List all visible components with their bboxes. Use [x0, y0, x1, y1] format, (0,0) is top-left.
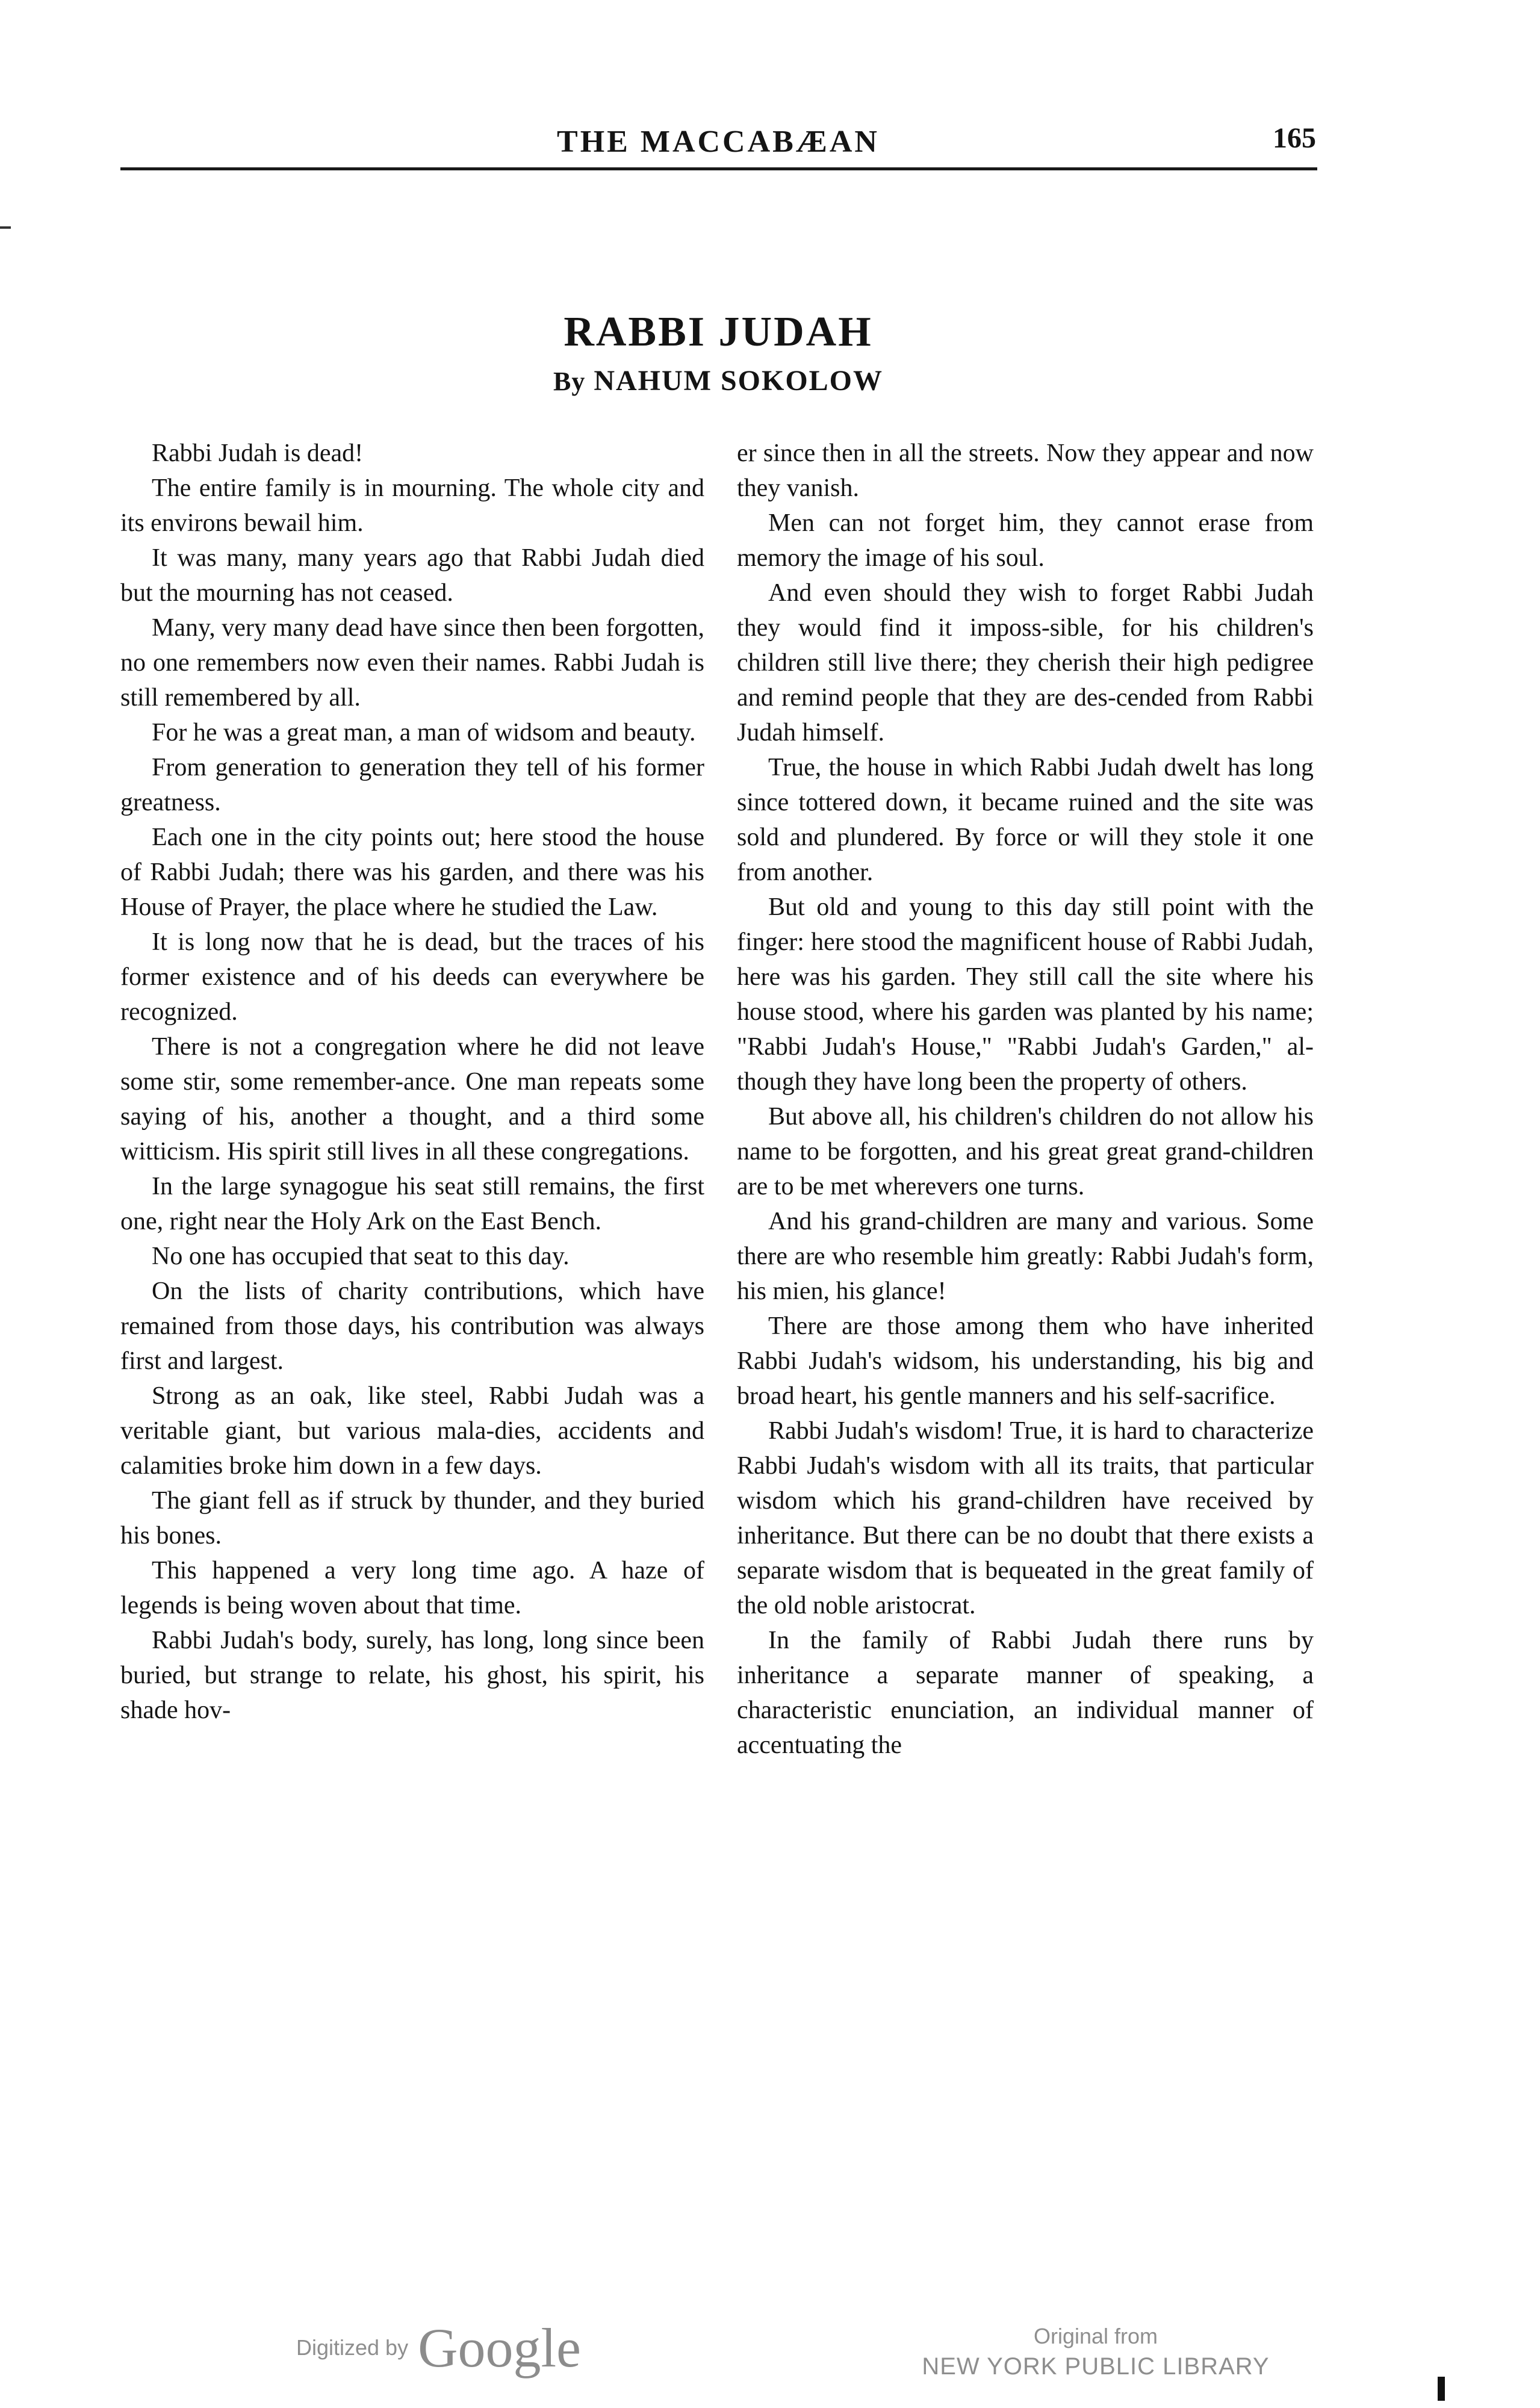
scan-corner-mark	[1438, 2377, 1445, 2401]
paragraph: It was many, many years ago that Rabbi Judah died but the mourning has not ceased.	[120, 544, 704, 607]
article-byline	[120, 364, 1316, 397]
paragraph: Men can not forget him, they cannot erase from memory the image of his soul.	[737, 509, 1314, 572]
paragraph: For he was a great man, a man of widsom and beauty.	[152, 719, 696, 746]
digitized-by-label: Digitized by	[296, 2335, 409, 2360]
paragraph: On the lists of charity contributions, which have remained from those days, his contribution was always first and largest.	[120, 1277, 704, 1375]
library-watermark	[885, 2323, 1306, 2383]
paragraph: True, the house in which Rabbi Judah dwelt has long since tottered down, it became ruined and the site was sold and plundered. By force or will they stole it one from another.	[737, 754, 1314, 886]
paragraph: The giant fell as if struck by thunder, and they buried his bones.	[120, 1487, 704, 1550]
paragraph: Strong as an oak, like steel, Rabbi Judah was a veritable giant, but various mala-dies, accidents and calamities broke him down in a few days.	[120, 1382, 704, 1480]
paragraph: From generation to generation they tell of his former greatness.	[120, 754, 704, 816]
header-rule	[120, 167, 1317, 170]
paragraph: Rabbi Judah's wisdom! True, it is hard to characterize Rabbi Judah's wisdom with all its traits, that particular wisdom which his grand-children have received by inheritance. But there can be no doubt that there exists a separate wisdom that is bequeated in the great family of the old noble aristocrat.	[737, 1417, 1314, 1619]
scan-margin-mark	[0, 226, 11, 229]
left-column	[120, 436, 704, 1728]
paragraph: And even should they wish to forget Rabbi Judah they would find it imposs-sible, for his children's children still live there; they cherish their high pedigree and remind people that they are des-cended from Rabbi Judah himself.	[737, 579, 1314, 746]
original-from-label: Original from	[1033, 2324, 1158, 2348]
right-column	[737, 436, 1314, 1763]
page-header	[120, 118, 1316, 166]
paragraph: Rabbi Judah is dead!	[152, 439, 364, 467]
paragraph: But old and young to this day still point with the finger: here stood the magnificent house of Rabbi Judah, here was his garden. They still call the site where his house stood, where his garden was planted by his name; "Rabbi Judah's House," "Rabbi Judah's Garden," al-though they have long been the property of others.	[737, 893, 1314, 1096]
paragraph: Rabbi Judah's body, surely, has long, long since been buried, but strange to relate, his ghost, his spirit, his shade hov-	[120, 1627, 704, 1724]
paragraph: There are those among them who have inherited Rabbi Judah's widsom, his understanding, his big and broad heart, his gentle manners and his self-sacrifice.	[737, 1312, 1314, 1410]
paragraph: In the family of Rabbi Judah there runs by inheritance a separate manner of speaking, a characteristic enunciation, an individual manner of accentuating the	[737, 1627, 1314, 1759]
byline-prefix: By	[553, 367, 586, 396]
paragraph: This happened a very long time ago. A haze of legends is being woven about that time.	[120, 1557, 704, 1619]
google-logo: Google	[418, 2317, 581, 2379]
paragraph: It is long now that he is dead, but the traces of his former existence and of his deeds can everywhere be recognized.	[120, 928, 704, 1026]
paragraph: Each one in the city points out; here stood the house of Rabbi Judah; there was his garden, and there was his House of Prayer, the place where he studied the Law.	[120, 824, 704, 921]
running-title: THE MACCABÆAN	[557, 125, 880, 159]
paragraph: The entire family is in mourning. The whole city and its environs bewail him.	[120, 474, 704, 537]
paragraph: But above all, his children's children do not allow his name to be forgotten, and his great great grand-children are to be met wherevers one turns.	[737, 1103, 1314, 1200]
article-title: RABBI JUDAH	[564, 309, 873, 355]
byline-author: NAHUM SOKOLOW	[594, 365, 884, 397]
paragraph: Many, very many dead have since then been forgotten, no one remembers now even their names. Rabbi Judah is still remembered by all.	[120, 614, 704, 712]
paragraph: No one has occupied that seat to this day.	[152, 1243, 570, 1270]
paragraph: There is not a congregation where he did not leave some stir, some remember-ance. One man repeats some saying of his, another a thought, and a third some witticism. His spirit still lives in all these congregations.	[120, 1033, 704, 1165]
page-number: 165	[1273, 122, 1316, 154]
paragraph: In the large synagogue his seat still remains, the first one, right near the Holy Ark on the East Bench.	[120, 1173, 704, 1235]
library-name: NEW YORK PUBLIC LIBRARY	[922, 2353, 1270, 2380]
paragraph: And his grand-children are many and various. Some there are who resemble him greatly: Rabbi Judah's form, his mien, his glance!	[737, 1208, 1314, 1305]
paragraph-continuation: er since then in all the streets. Now they appear and now they vanish.	[737, 439, 1314, 502]
digitized-by-watermark	[296, 2318, 581, 2378]
